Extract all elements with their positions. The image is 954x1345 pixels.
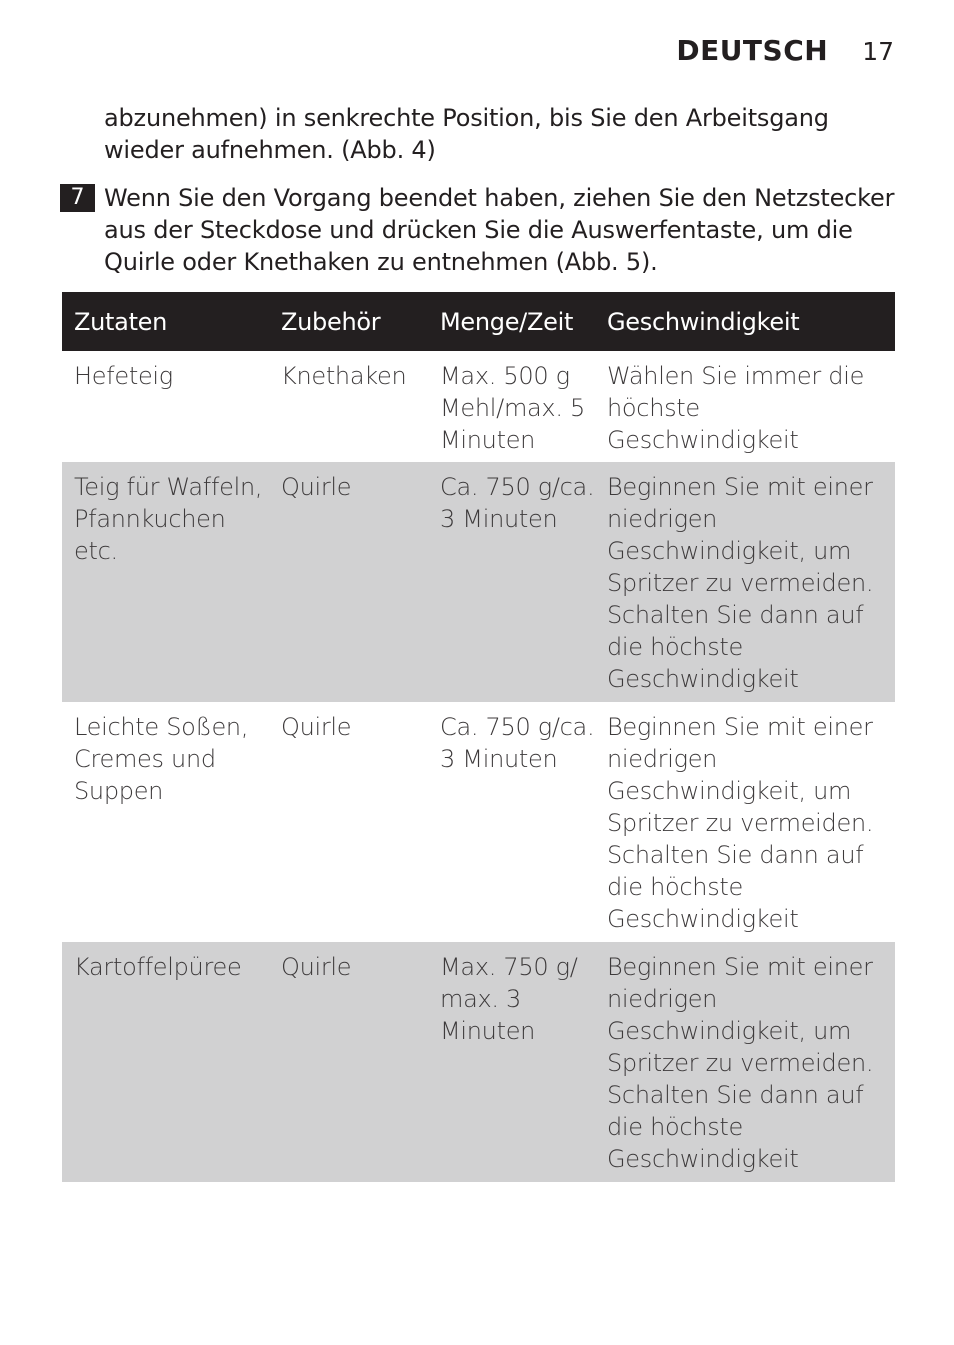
table-row xyxy=(62,351,895,462)
cell-zutaten: Leichte Soßen, Cremes und Suppen xyxy=(74,713,249,805)
header-zubehoer: Zubehör xyxy=(269,292,428,351)
header-geschwindigkeit: Geschwindigkeit xyxy=(595,292,895,351)
page-number: 17 xyxy=(862,37,894,66)
continued-paragraph: abzunehmen) in senkrechte Position, bis Sie den Arbeitsgang wieder aufnehmen. (Abb. 4) xyxy=(104,104,829,164)
table-header-row xyxy=(62,292,895,351)
cell-menge-zeit: Max. 750 g/ max. 3 Minuten xyxy=(428,942,595,1182)
cell-menge-zeit: Ca. 750 g/ca. 3 Minuten xyxy=(428,462,595,702)
cell-menge-zeit: Max. 500 g Mehl/max. 5 Minuten xyxy=(440,362,585,454)
cell-zubehoer: Quirle xyxy=(269,942,428,1182)
header-zutaten: Zutaten xyxy=(62,292,269,351)
header-menge-zeit: Menge/Zeit xyxy=(428,292,595,351)
cell-geschwindigkeit: Beginnen Sie mit einer niedrigen Geschwindigkeit, um Spritzer zu vermeiden. Schalten Sie dann auf die höchste Geschwindigkeit xyxy=(595,462,895,702)
language-title: DEUTSCH xyxy=(676,34,829,67)
table-row xyxy=(62,462,895,702)
table-row xyxy=(62,702,895,942)
cell-zubehoer: Knethaken xyxy=(281,362,407,390)
page-header xyxy=(676,34,894,67)
cell-zutaten: Hefeteig xyxy=(74,362,173,390)
cell-geschwindigkeit: Beginnen Sie mit einer niedrigen Geschwindigkeit, um Spritzer zu vermeiden. Schalten Sie dann auf die höchste Geschwindigkeit xyxy=(607,713,874,933)
step-number-badge: 7 xyxy=(60,184,95,212)
usage-table xyxy=(62,292,895,1182)
cell-zubehoer: Quirle xyxy=(281,713,352,741)
cell-geschwindigkeit: Beginnen Sie mit einer niedrigen Geschwindigkeit, um Spritzer zu vermeiden. Schalten Sie dann auf die höchste Geschwindigkeit xyxy=(595,942,895,1182)
cell-zutaten: Teig für Waffeln, Pfannkuchen etc. xyxy=(62,462,269,702)
cell-geschwindigkeit: Wählen Sie immer die höchste Geschwindigkeit xyxy=(607,362,865,454)
cell-menge-zeit: Ca. 750 g/ca. 3 Minuten xyxy=(440,713,595,773)
table-row xyxy=(62,942,895,1182)
cell-zutaten: Kartoffelpüree xyxy=(62,942,269,1182)
cell-zubehoer: Quirle xyxy=(269,462,428,702)
step-7-text: Wenn Sie den Vorgang beendet haben, ziehen Sie den Netzstecker aus der Steckdose und drücken Sie die Auswerfentaste, um die Quirle oder Knethaken zu entnehmen (Abb. 5). xyxy=(104,184,895,276)
